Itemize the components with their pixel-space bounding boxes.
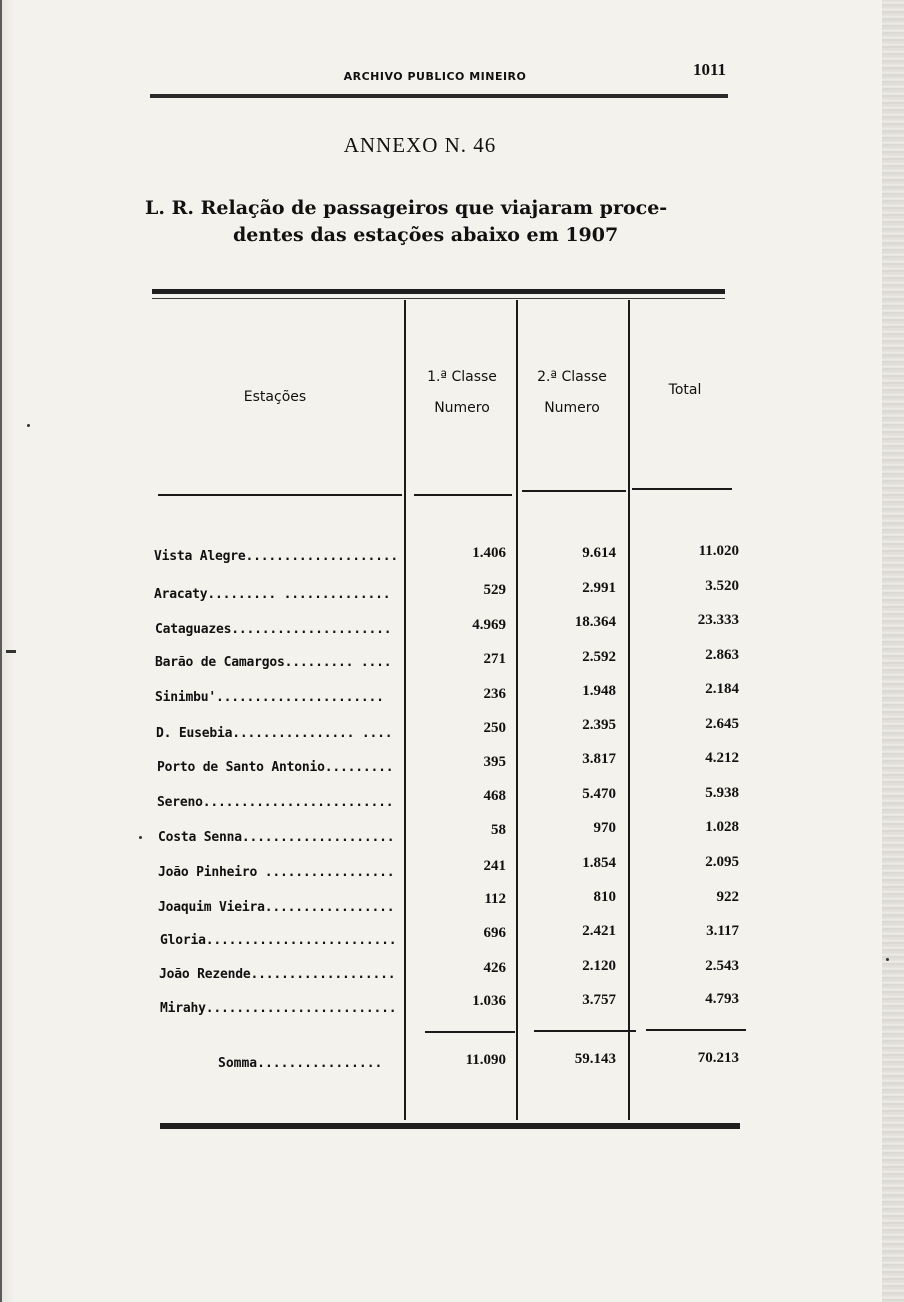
- header-second-class-line2: Numero: [544, 400, 600, 416]
- total-count: 922: [716, 889, 739, 905]
- sum-label: Somma................: [218, 1056, 383, 1071]
- station-name: João Rezende...................: [159, 967, 396, 982]
- header-rule-second: [522, 490, 626, 492]
- table-bottom-rule: [160, 1123, 740, 1129]
- station-name: Barão de Camargos......... ....: [155, 655, 392, 670]
- title-line-2: dentes das estações abaixo em 1907: [233, 224, 619, 246]
- second-class-count: 2.991: [582, 580, 616, 596]
- second-class-count: 1.854: [582, 855, 616, 871]
- first-class-count: 1.406: [472, 545, 506, 561]
- sum-rule-second: [534, 1030, 636, 1032]
- total-count: 2.543: [705, 958, 739, 974]
- second-class-count: 2.395: [582, 717, 616, 733]
- sum-rule-first: [425, 1031, 515, 1033]
- total-count: 5.938: [705, 785, 739, 801]
- table-top-rule-thin: [152, 298, 725, 299]
- annex-heading: ANNEXO N. 46: [343, 133, 497, 157]
- page-right-edge: [882, 0, 904, 1302]
- column-divider-3: [628, 300, 630, 1120]
- second-class-count: 3.817: [582, 751, 616, 767]
- sum-rule-total: [646, 1029, 746, 1031]
- second-class-count: 1.948: [582, 683, 616, 699]
- header-rule-first: [414, 494, 512, 496]
- header-rule-stations: [158, 494, 402, 496]
- station-name: Joaquim Vieira.................: [158, 900, 395, 915]
- station-name: Sereno.........................: [157, 795, 394, 810]
- station-name: Mirahy.........................: [160, 1001, 397, 1016]
- station-name: Aracaty......... ..............: [154, 587, 391, 602]
- second-class-count: 2.421: [582, 923, 616, 939]
- station-name: Gloria.........................: [160, 933, 397, 948]
- first-class-count: 395: [483, 754, 506, 770]
- header-rule: [150, 94, 728, 98]
- header-second-class-line1: 2.ª Classe: [537, 369, 607, 385]
- column-divider-1: [404, 300, 406, 1120]
- first-class-count: 1.036: [472, 993, 506, 1009]
- sum-total: 70.213: [697, 1050, 739, 1066]
- second-class-count: 970: [593, 820, 616, 836]
- total-count: 2.184: [705, 681, 739, 697]
- total-count: 2.095: [705, 854, 739, 870]
- station-name: Cataguazes.....................: [155, 622, 392, 637]
- total-count: 23.333: [697, 612, 739, 628]
- second-class-count: 18.364: [574, 614, 616, 630]
- second-class-count: 3.757: [582, 992, 616, 1008]
- total-count: 2.645: [705, 716, 739, 732]
- total-count: 3.520: [705, 578, 739, 594]
- total-count: 1.028: [705, 819, 739, 835]
- header-first-class-line1: 1.ª Classe: [427, 369, 497, 385]
- header-stations: Estações: [243, 389, 307, 405]
- first-class-count: 241: [483, 858, 506, 874]
- table-top-rule: [152, 289, 725, 294]
- sum-first-class: 11.090: [465, 1052, 506, 1068]
- running-title: ARCHIVO PUBLICO MINEIRO: [343, 70, 527, 83]
- first-class-count: 271: [483, 651, 506, 667]
- scan-speck: [139, 836, 142, 839]
- first-class-count: 112: [484, 891, 506, 907]
- first-class-count: 696: [483, 925, 506, 941]
- scan-speck: [6, 650, 16, 653]
- second-class-count: 5.470: [582, 786, 616, 802]
- total-count: 11.020: [698, 543, 739, 559]
- first-class-count: 4.969: [472, 617, 506, 633]
- header-second-class: [518, 362, 626, 424]
- sum-second-class: 59.143: [574, 1051, 616, 1067]
- total-count: 4.212: [705, 750, 739, 766]
- scan-speck: [27, 424, 30, 427]
- station-name: Porto de Santo Antonio.........: [157, 760, 394, 775]
- station-name: Sinimbu'......................: [155, 690, 384, 705]
- total-count: 3.117: [706, 923, 739, 939]
- title-line-1: L. R. Relação de passageiros que viajaram proce-: [145, 197, 668, 219]
- scan-speck: [886, 958, 889, 961]
- header-first-class-line2: Numero: [434, 400, 490, 416]
- second-class-count: 2.592: [582, 649, 616, 665]
- second-class-count: 9.614: [582, 545, 616, 561]
- station-name: Vista Alegre....................: [154, 549, 399, 564]
- station-name: Costa Senna....................: [158, 830, 395, 845]
- second-class-count: 2.120: [582, 958, 616, 974]
- second-class-count: 810: [593, 889, 616, 905]
- total-count: 2.863: [705, 647, 739, 663]
- first-class-count: 236: [483, 686, 506, 702]
- first-class-count: 529: [483, 582, 506, 598]
- station-name: João Pinheiro .................: [158, 865, 395, 880]
- total-count: 4.793: [705, 991, 739, 1007]
- first-class-count: 250: [483, 720, 506, 736]
- table-title: [145, 195, 735, 249]
- first-class-count: 58: [491, 822, 506, 838]
- station-name: D. Eusebia................ ....: [156, 726, 393, 741]
- header-first-class: [408, 362, 516, 424]
- page-number: 1011: [693, 60, 727, 79]
- first-class-count: 426: [483, 960, 506, 976]
- header-total: Total: [668, 382, 702, 398]
- first-class-count: 468: [483, 788, 506, 804]
- header-rule-total: [632, 488, 732, 490]
